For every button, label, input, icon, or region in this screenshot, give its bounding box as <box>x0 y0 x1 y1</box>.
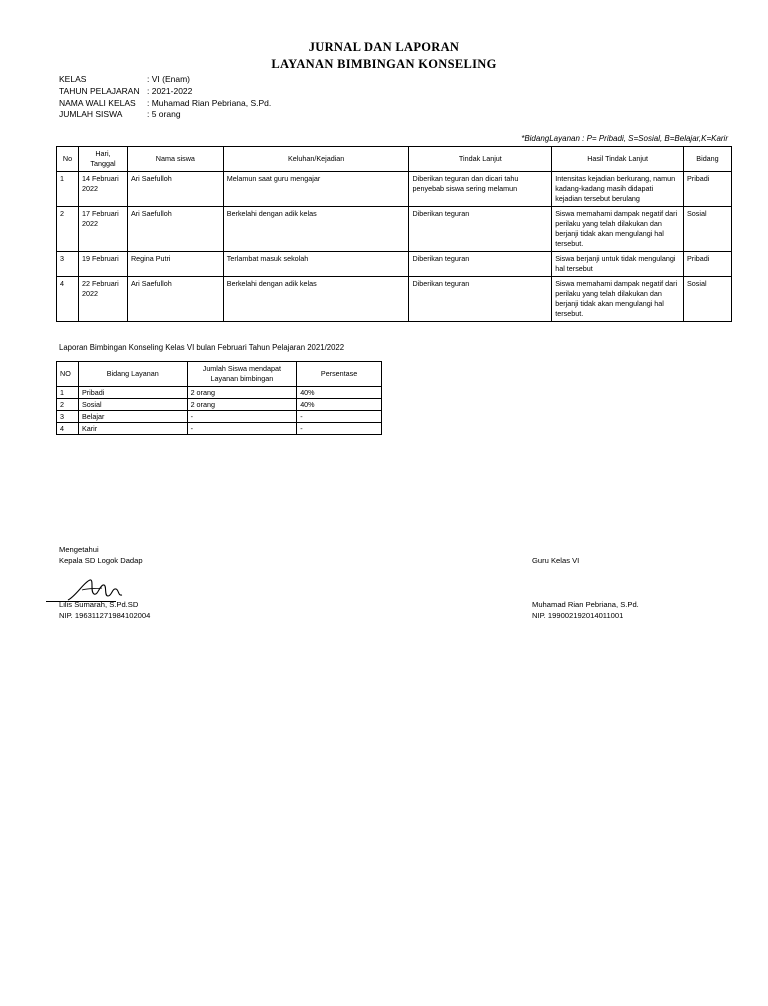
journal-table <box>56 146 732 322</box>
cell-percent: - <box>297 423 382 435</box>
document-title-line1: JURNAL DAN LAPORAN <box>308 40 460 54</box>
cell-no: 3 <box>57 411 79 423</box>
cell-complaint: Berkelahi dengan adik kelas <box>223 277 409 322</box>
table-row <box>57 252 732 277</box>
class-info <box>59 74 271 121</box>
col-header: NO <box>57 362 79 387</box>
col-header: Tindak Lanjut <box>409 147 552 172</box>
cell-complaint: Berkelahi dengan adik kelas <box>223 207 409 252</box>
signature-caption: Mengetahui <box>59 545 99 554</box>
table-row <box>57 207 732 252</box>
table-row <box>57 387 382 399</box>
table-row <box>57 411 382 423</box>
journal-header-row <box>57 147 732 172</box>
signer-nip: NIP. 196311271984102004 <box>59 611 151 620</box>
signature-role: Kepala SD Logok Dadap <box>59 556 143 565</box>
info-row-tahun <box>59 86 271 98</box>
cell-complaint: Terlambat masuk sekolah <box>223 252 409 277</box>
cell-student: Regina Putri <box>127 252 223 277</box>
col-header: Hari, Tanggal <box>78 147 127 172</box>
cell-field: Sosial <box>684 207 732 252</box>
info-value: : 2021-2022 <box>147 85 193 96</box>
cell-count: - <box>187 423 297 435</box>
cell-percent: - <box>297 411 382 423</box>
table-row <box>57 277 732 322</box>
info-label: JUMLAH SISWA <box>59 109 123 120</box>
legend-note: *BidangLayanan : P= Pribadi, S=Sosial, B=Belajar,K=Karir <box>521 134 728 143</box>
cell-no: 4 <box>57 277 79 322</box>
signer-nip: NIP. 199002192014011001 <box>532 611 624 620</box>
right-signature-block <box>532 555 579 566</box>
cell-percent: 40% <box>297 399 382 411</box>
cell-action: Diberikan teguran <box>409 252 552 277</box>
cell-student: Ari Saefulloh <box>127 277 223 322</box>
summary-table <box>56 361 382 435</box>
summary-header-row <box>57 362 382 387</box>
signer-name: Lilis Sumarah, S.Pd.SD <box>59 600 139 609</box>
info-value: : 5 orang <box>147 109 181 120</box>
cell-student: Ari Saefulloh <box>127 172 223 207</box>
col-header: Persentase <box>297 362 382 387</box>
cell-result: Intensitas kejadian berkurang, namun kadang-kadang masih didapati kejadian tersebut berulang <box>552 172 684 207</box>
cell-field: Pribadi <box>78 387 187 399</box>
info-row-jumlah <box>59 109 271 121</box>
table-row <box>57 172 732 207</box>
cell-result: Siswa memahami dampak negatif dari perilaku yang telah dilakukan dan berjanji tidak akan mengulangi hal tersebut. <box>552 207 684 252</box>
cell-field: Sosial <box>78 399 187 411</box>
signature-role: Guru Kelas VI <box>532 556 580 565</box>
col-header: Bidang Layanan <box>78 362 187 387</box>
cell-no: 2 <box>57 207 79 252</box>
cell-no: 1 <box>57 172 79 207</box>
col-header: No <box>57 147 79 172</box>
cell-result: Siswa memahami dampak negatif dari perilaku yang telah dilakukan dan berjanji tidak akan mengulangi hal tersebut. <box>552 277 684 322</box>
cell-no: 3 <box>57 252 79 277</box>
cell-field: Belajar <box>78 411 187 423</box>
info-row-kelas <box>59 74 271 86</box>
right-signer <box>532 599 639 621</box>
cell-no: 4 <box>57 423 79 435</box>
col-header: Keluhan/Kejadian <box>223 147 409 172</box>
info-value: : Muhamad Rian Pebriana, S.Pd. <box>147 97 272 108</box>
cell-field: Karir <box>78 423 187 435</box>
cell-complaint: Melamun saat guru mengajar <box>223 172 409 207</box>
table-row <box>57 399 382 411</box>
cell-action: Diberikan teguran dan dicari tahu penyebab siswa sering melamun <box>409 172 552 207</box>
cell-count: 2 orang <box>187 387 297 399</box>
left-signature-block <box>59 544 143 566</box>
col-header: Hasil Tindak Lanjut <box>552 147 684 172</box>
cell-date: 22 Februari 2022 <box>78 277 127 322</box>
info-label: TAHUN PELAJARAN <box>59 85 140 96</box>
info-label: NAMA WALI KELAS <box>59 97 136 108</box>
cell-count: 2 orang <box>187 399 297 411</box>
col-header: Bidang <box>684 147 732 172</box>
cell-field: Pribadi <box>684 252 732 277</box>
col-header: Nama siswa <box>127 147 223 172</box>
cell-no: 2 <box>57 399 79 411</box>
cell-field: Pribadi <box>684 172 732 207</box>
cell-field: Sosial <box>684 277 732 322</box>
document-title-line2: LAYANAN BIMBINGAN KONSELING <box>271 57 497 71</box>
info-row-wali <box>59 98 271 110</box>
cell-action: Diberikan teguran <box>409 207 552 252</box>
cell-date: 19 Februari <box>78 252 127 277</box>
info-value: : VI (Enam) <box>147 74 190 84</box>
signer-name: Muhamad Rian Pebriana, S.Pd. <box>532 600 639 609</box>
left-signer <box>59 599 150 621</box>
cell-no: 1 <box>57 387 79 399</box>
cell-result: Siswa berjanji untuk tidak mengulangi hal tersebut <box>552 252 684 277</box>
col-header: Jumlah Siswa mendapat Layanan bimbingan <box>187 362 297 387</box>
cell-count: - <box>187 411 297 423</box>
info-label: KELAS <box>59 74 87 84</box>
cell-date: 17 Februari 2022 <box>78 207 127 252</box>
cell-percent: 40% <box>297 387 382 399</box>
cell-date: 14 Februari 2022 <box>78 172 127 207</box>
cell-student: Ari Saefulloh <box>127 207 223 252</box>
summary-title: Laporan Bimbingan Konseling Kelas VI bulan Februari Tahun Pelajaran 2021/2022 <box>59 343 345 352</box>
cell-action: Diberikan teguran <box>409 277 552 322</box>
table-row <box>57 423 382 435</box>
